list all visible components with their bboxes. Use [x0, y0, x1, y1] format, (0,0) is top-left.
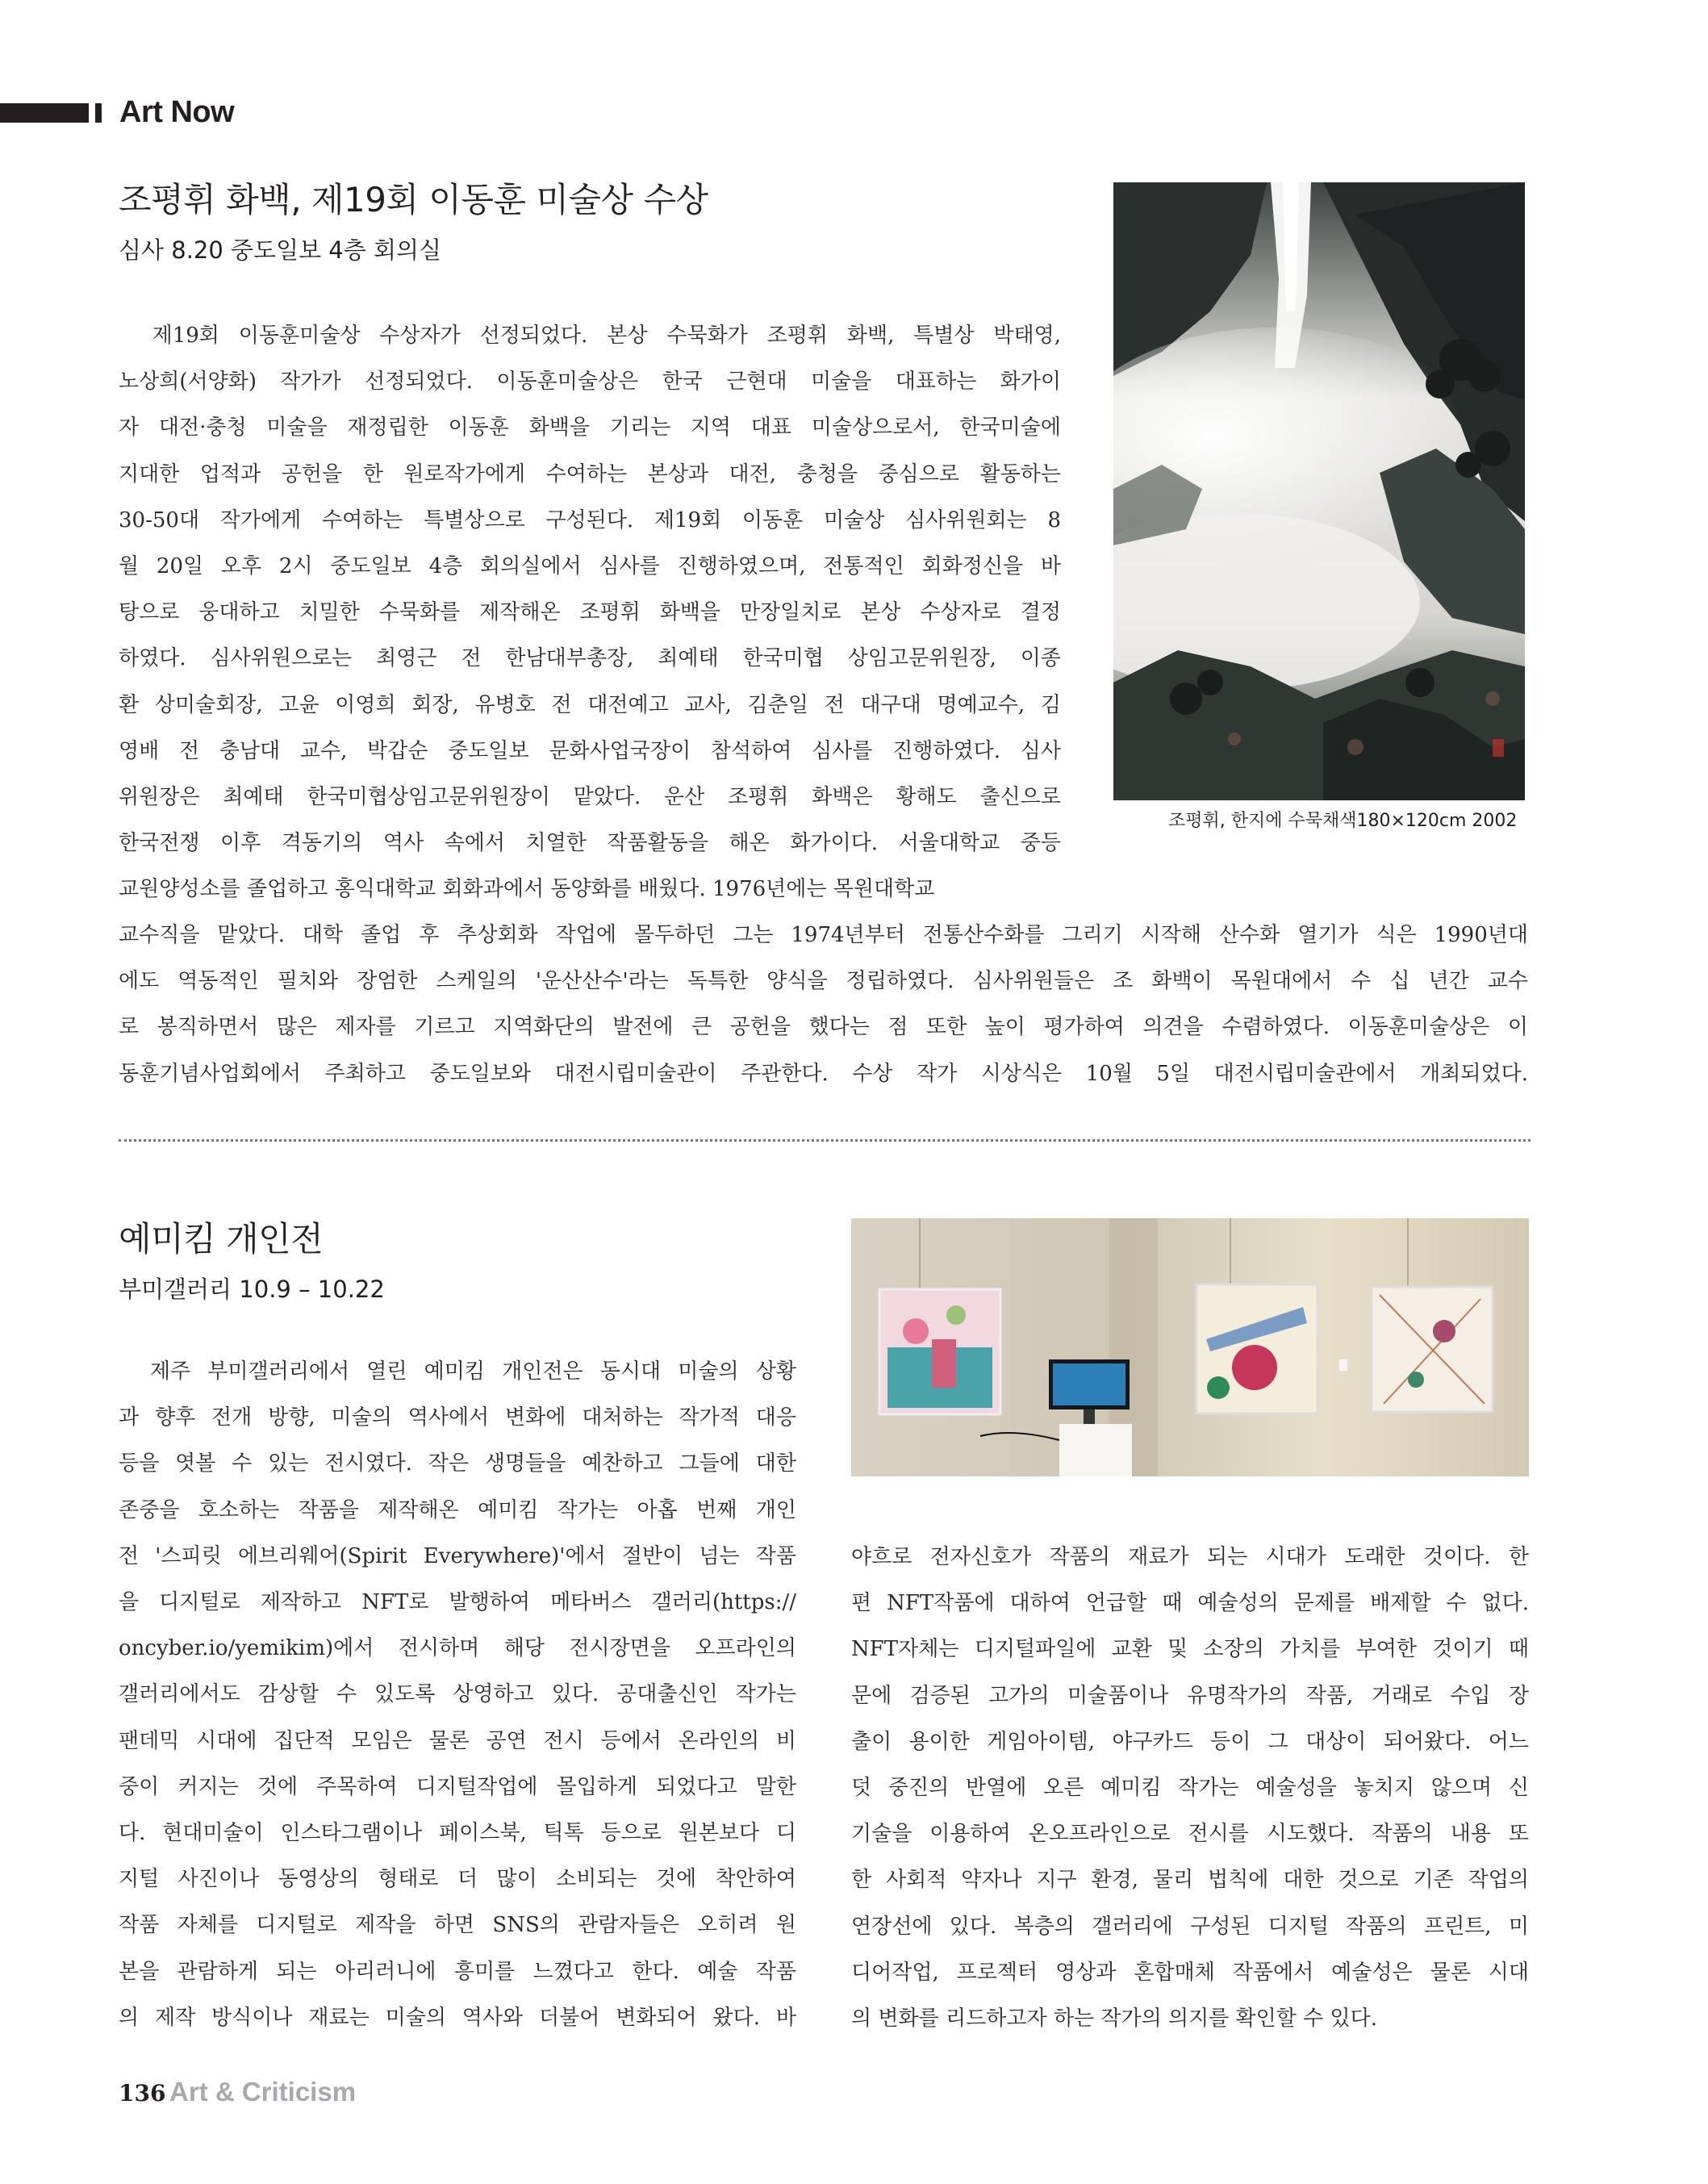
text-line: oncyber.io/yemikim)에서 전시하며 해당 전시장면을 오프라인의 [119, 1636, 796, 1661]
text-line: 갤러리에서도 감상할 수 있도록 상영하고 있다. 공대출신인 작가는 [119, 1682, 796, 1707]
text-line: 제19회 이동훈미술상 수상자가 선정되었다. 본상 수묵화가 조평휘 화백, 특별상 박태영, [119, 324, 1061, 348]
text-line: 에도 역동적인 필치와 장엄한 스케일의 '운산산수'라는 독특한 양식을 정립하였다. 심사위원들은 조 화백이 목원대에서 수 십 년간 교수 [119, 969, 1528, 994]
text-line: 한 사회적 약자나 지구 환경, 물리 법칙에 대한 것으로 기존 작업의 [851, 1868, 1529, 1893]
text-line: 중이 커지는 것에 주목하여 디지털작업에 몰입하게 되었다고 말한 [119, 1774, 796, 1799]
text-line: 덧 중진의 반열에 오른 예미킴 작가는 예술성을 놓치지 않으며 신 [851, 1776, 1529, 1801]
section-marker-bar [0, 103, 89, 123]
article-body [119, 313, 1061, 913]
page-number: 136 [119, 2080, 166, 2107]
text-line: 문에 검증된 고가의 미술품이나 유명작가의 작품, 거래로 수입 장 [851, 1683, 1529, 1708]
text-line: 본을 관람하게 되는 아리러니에 흥미를 느꼈다고 한다. 예술 작품 [119, 1959, 796, 1984]
text-line: 의 변화를 리드하고자 하는 작가의 의지를 확인할 수 있다. [851, 2007, 1378, 2032]
text-line: 의 제작 방식이나 재료는 미술의 역사와 더불어 변화되어 왔다. 바 [119, 2005, 796, 2030]
text-line: 편 NFT작품에 대하여 언급할 때 예술성의 문제를 배제할 수 없다. [851, 1591, 1529, 1616]
text-line: 출이 용이한 게임아이템, 야구카드 등이 그 대상이 되어왔다. 어느 [851, 1729, 1529, 1754]
magazine-name: Art & Criticism [169, 2077, 357, 2107]
text-line: 한국전쟁 이후 격동기의 역사 속에서 치열한 작품활동을 해온 화가이다. 서울대학교 중등 [119, 831, 1061, 856]
text-line: 등을 엿볼 수 있는 전시였다. 작은 생명들을 예찬하고 그들에 대한 [119, 1451, 796, 1476]
text-line: 작품 자체를 디지털로 제작을 하면 SNS의 관람자들은 오히려 원 [119, 1913, 796, 1938]
text-line: 30-50대 작가에게 수여하는 특별상으로 구성된다. 제19회 이동훈 미술상 심사위원회는 8 [119, 507, 1061, 532]
article-title: 조평휘 화백, 제19회 이동훈 미술상 수상 [119, 180, 708, 219]
text-line: 영배 전 충남대 교수, 박갑순 중도일보 문화사업국장이 참석하여 심사를 진행하였다. 심사 [119, 738, 1061, 763]
text-line: 다. 현대미술이 인스타그램이나 페이스북, 틱톡 등으로 원본보다 디 [119, 1821, 796, 1846]
text-line: 연장선에 있다. 복층의 갤러리에 구성된 디지털 작품의 프린트, 미 [851, 1914, 1529, 1939]
article-subtitle: 부미갤러리 10.9 – 10.22 [119, 1276, 385, 1303]
exhibition-photo [851, 1218, 1529, 1476]
article-subtitle: 심사 8.20 중도일보 4층 회의실 [119, 236, 442, 264]
painting-image [1113, 182, 1525, 800]
text-line: 과 향후 전개 방향, 미술의 역사에서 변화에 대처하는 작가적 대응 [119, 1405, 796, 1430]
text-line: 환 상미술회장, 고윤 이영희 회장, 유병호 전 대전예고 교사, 김춘일 전 대구대 명예교수, 김 [119, 692, 1061, 717]
text-line: 제주 부미갤러리에서 열린 예미킴 개인전은 동시대 미술의 상황 [119, 1359, 796, 1384]
text-line: 교수직을 맡았다. 대학 졸업 후 추상회화 작업에 몰두하던 그는 1974년부터 전통산수화를 그리기 시작해 산수화 열기가 식은 1990년대 [119, 923, 1528, 947]
text-line: 하였다. 심사위원으로는 최영근 전 한남대부총장, 최예태 한국미협 상임고문위원장, 이종 [119, 646, 1061, 671]
section-title: Art Now [119, 95, 235, 129]
text-line: 팬데믹 시대에 집단적 모임은 물론 공연 전시 등에서 온라인의 비 [119, 1728, 796, 1753]
text-line: 지털 사진이나 동영상의 형태로 더 많이 소비되는 것에 착안하여 [119, 1867, 796, 1892]
text-line: 노상희(서양화) 작가가 선정되었다. 이동훈미술상은 한국 근현대 미술을 대표하는 화가이 [119, 370, 1061, 395]
text-line: 로 봉직하면서 많은 제자를 기르고 지역화단의 발전에 큰 공헌을 했다는 점 또한 높이 평가하여 의견을 수렴하였다. 이동훈미술상은 이 [119, 1015, 1528, 1040]
text-line: 전 '스피릿 에브리웨어(Spirit Everywhere)'에서 절반이 넘는 작품 [119, 1543, 796, 1568]
text-line: 지대한 업적과 공헌을 한 원로작가에게 수여하는 본상과 대전, 충청을 중심으로 활동하는 [119, 461, 1061, 486]
article-body-continued [851, 1535, 1529, 2042]
text-line: 동훈기념사업회에서 주최하고 중도일보와 대전시립미술관이 주관한다. 수상 작가 시상식은 10월 5일 대전시립미술관에서 개최되었다. [119, 1061, 1528, 1086]
section-divider [119, 1139, 1531, 1142]
text-line: 월 20일 오후 2시 중도일보 4층 회의실에서 심사를 진행하였으며, 전통적인 회화정신을 바 [119, 554, 1061, 579]
text-line: 위원장은 최예태 한국미협상임고문위원장이 맡았다. 운산 조평휘 화백은 황해도 출신으로 [119, 785, 1061, 810]
text-line: 야흐로 전자신호가 작품의 재료가 되는 시대가 도래한 것이다. 한 [851, 1545, 1529, 1569]
text-line: 기술을 이용하여 온오프라인으로 전시를 시도했다. 작품의 내용 또 [851, 1822, 1529, 1847]
article-body [119, 1349, 796, 2041]
text-line: 교원양성소를 졸업하고 홍익대학교 회화과에서 동양화를 배웠다. 1976년에는 목원대학교 [119, 877, 935, 902]
text-line: 을 디지털로 제작하고 NFT로 발행하여 메타버스 갤러리(https:// [119, 1590, 796, 1615]
article-title: 예미킴 개인전 [119, 1219, 324, 1259]
text-line: 자 대전·충청 미술을 재정립한 이동훈 화백을 기리는 지역 대표 미술상으로서, 한국미술에 [119, 416, 1061, 441]
text-line: NFT자체는 디지털파일에 교환 및 소장의 가치를 부여한 것이기 때 [851, 1637, 1529, 1662]
painting-caption: 조평휘, 한지에 수묵채색180×120cm 2002 [1168, 811, 1518, 831]
text-line: 존중을 호소하는 작품을 제작해온 예미킴 작가는 아홉 번째 개인 [119, 1497, 796, 1522]
article-body-continued [119, 912, 1528, 1097]
section-marker-tick [95, 103, 102, 123]
text-line: 디어작업, 프로젝터 영상과 혼합매체 작품에서 예술성은 물론 시대 [851, 1960, 1529, 1985]
text-line: 탕으로 웅대하고 치밀한 수묵화를 제작해온 조평휘 화백을 만장일치로 본상 수상자로 결정 [119, 600, 1061, 625]
